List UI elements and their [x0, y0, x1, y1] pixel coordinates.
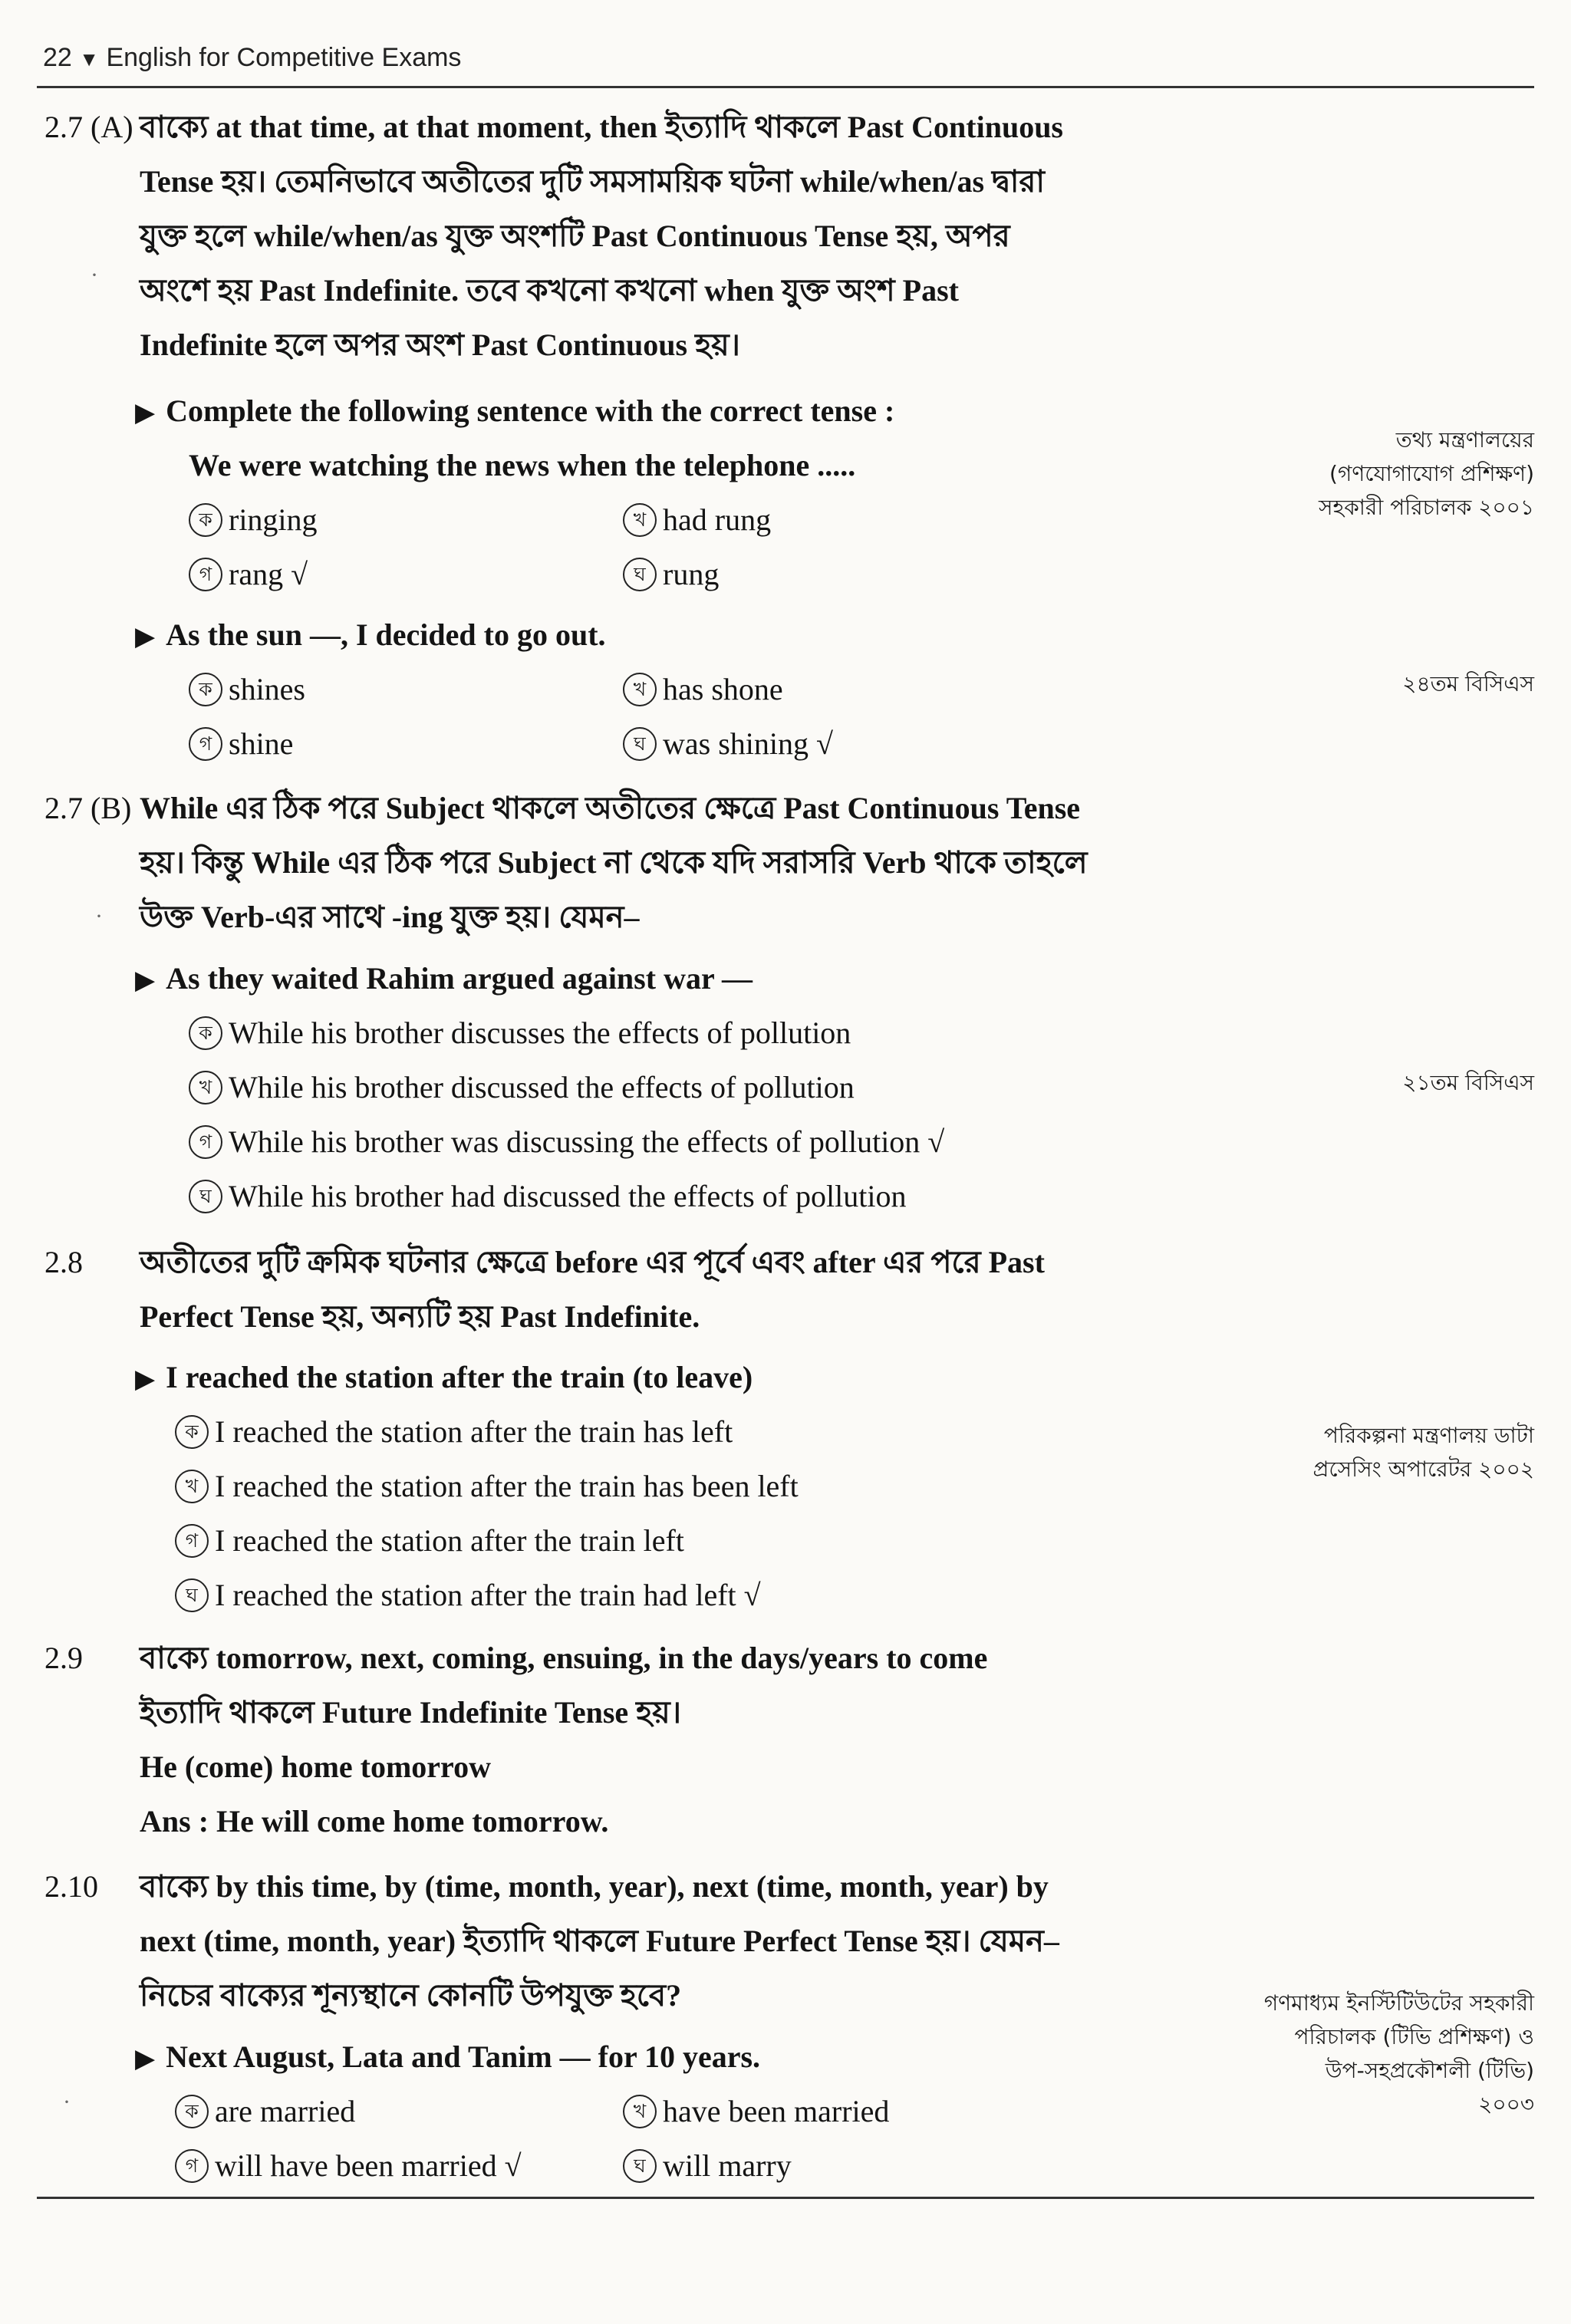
- text-line: যুক্ত হলে while/when/as যুক্ত অংশটি Past Continuous Tense হয়, অপর: [140, 219, 1010, 253]
- footer-rule: [37, 2197, 1534, 2199]
- stray-mark: ·: [91, 262, 98, 288]
- option-b[interactable]: [623, 662, 783, 716]
- section-number: 2.10: [44, 1869, 98, 1904]
- option-a[interactable]: [175, 2084, 355, 2138]
- source-line: ২১তম বিসিএস: [1402, 1070, 1534, 1095]
- option-d[interactable]: [189, 1169, 907, 1223]
- triangle-right-icon: ▶: [135, 966, 156, 995]
- exam-source: [1402, 667, 1534, 701]
- source-line: ২৪তম বিসিএস: [1402, 671, 1534, 696]
- section-2-9: [44, 1631, 1226, 1848]
- question-1: [135, 383, 894, 440]
- question-instruction: Complete the following sentence with the correct tense :: [166, 393, 895, 428]
- option-c[interactable]: [189, 716, 293, 771]
- option-text: ringing: [229, 502, 318, 537]
- option-d[interactable]: [623, 2138, 792, 2193]
- triangle-right-icon: ▶: [135, 2045, 156, 2073]
- option-d[interactable]: [623, 716, 833, 771]
- question-3: [135, 951, 753, 1008]
- option-text: shine: [229, 726, 294, 761]
- option-text: rang √: [229, 557, 308, 591]
- source-line: পরিকল্পনা মন্ত্রণালয় ডাটা: [1323, 1423, 1534, 1448]
- text-line: Tense হয়। তেমনিভাবে অতীতের দুটি সমসাময়িক ঘটনা while/when/as দ্বারা: [140, 164, 1046, 199]
- source-line: গণমাধ্যম ইনস্টিটিউটের সহকারী: [1263, 1990, 1534, 2016]
- option-b[interactable]: [189, 1060, 855, 1114]
- source-line: উপ-সহপ্রকৌশলী (টিভি): [1325, 2058, 1534, 2083]
- section-text: [140, 1631, 1226, 1848]
- section-text-cont: [140, 154, 1226, 372]
- section-2-7b: [44, 781, 1226, 944]
- stray-mark: ·: [63, 2089, 71, 2115]
- option-a[interactable]: [189, 662, 305, 716]
- option-b[interactable]: [623, 492, 771, 547]
- option-text: I reached the station after the train had left √: [215, 1578, 761, 1612]
- option-marker: ক: [189, 1016, 222, 1050]
- text-line: Perfect Tense হয়, অন্যটি হয় Past Indefinite.: [140, 1299, 700, 1334]
- exam-source: [1319, 423, 1534, 525]
- section-number: 2.7 (A): [44, 110, 133, 144]
- option-b[interactable]: [175, 1459, 799, 1513]
- example-sentence: He (come) home tomorrow: [140, 1750, 491, 1784]
- text-line: next (time, month, year) ইত্যাদি থাকলে Future Perfect Tense হয়। যেমন–: [140, 1924, 1059, 1958]
- page-number: 22: [43, 43, 72, 72]
- option-marker: খ: [623, 2095, 657, 2128]
- option-marker: খ: [623, 503, 657, 537]
- question-text: As they waited Rahim argued against war —: [166, 961, 753, 996]
- section-text: [140, 781, 1226, 944]
- option-text: was shining √: [663, 726, 833, 761]
- text-line: উক্ত Verb-এর সাথে -ing যুক্ত হয়। যেমন–: [140, 900, 640, 934]
- exam-source: [1402, 1066, 1534, 1100]
- section-2-8: [44, 1235, 1226, 1344]
- section-text: [140, 1235, 1226, 1344]
- exam-source: [1312, 1419, 1534, 1486]
- option-marker: খ: [189, 1071, 222, 1104]
- triangle-right-icon: ▶: [135, 399, 156, 427]
- option-marker: ঘ: [623, 2149, 657, 2183]
- page-header: [43, 43, 461, 73]
- option-a[interactable]: [175, 1404, 733, 1459]
- option-text: I reached the station after the train has left: [215, 1414, 733, 1449]
- triangle-right-icon: ▶: [135, 1365, 156, 1394]
- text-line: নিচের বাক্যের শূন্যস্থানে কোনটি উপযুক্ত হবে?: [140, 1978, 682, 2013]
- option-text: I reached the station after the train has been left: [215, 1469, 799, 1503]
- sentence-text: We were watching the news when the telephone .....: [189, 448, 856, 482]
- section-2-7a: [44, 100, 1226, 372]
- option-marker: গ: [189, 558, 222, 591]
- section-number: 2.9: [44, 1641, 83, 1675]
- triangle-right-icon: ▶: [135, 623, 156, 651]
- question-text: Next August, Lata and Tanim — for 10 years.: [166, 2039, 761, 2074]
- option-text: rung: [663, 557, 720, 591]
- source-line: ২০০৩: [1478, 2092, 1534, 2117]
- source-line: প্রসেসিং অপারেটর ২০০২: [1312, 1457, 1534, 1482]
- option-marker: ক: [189, 673, 222, 706]
- option-marker: ঘ: [623, 727, 657, 761]
- option-d[interactable]: [175, 1568, 761, 1622]
- option-text: had rung: [663, 502, 772, 537]
- source-line: সহকারী পরিচালক ২০০১: [1318, 495, 1534, 520]
- question-sentence: [189, 438, 855, 492]
- option-marker: ক: [175, 1415, 209, 1449]
- question-2: [135, 607, 606, 664]
- example-answer: Ans : He will come home tomorrow.: [140, 1804, 609, 1838]
- option-marker: গ: [189, 727, 222, 761]
- option-marker: খ: [175, 1470, 209, 1503]
- option-text: have been married: [663, 2094, 890, 2128]
- option-a[interactable]: [189, 492, 318, 547]
- text-line: বাক্যে by this time, by (time, month, year), next (time, month, year) by: [140, 1869, 1049, 1904]
- text-line: ইত্যাদি থাকলে Future Indefinite Tense হয়।: [140, 1695, 682, 1730]
- option-d[interactable]: [623, 547, 719, 601]
- option-c[interactable]: [189, 547, 308, 601]
- option-marker: ঘ: [189, 1180, 222, 1213]
- option-text: While his brother discussed the effects of pollution: [229, 1070, 855, 1104]
- option-marker: ঘ: [623, 558, 657, 591]
- option-marker: খ: [623, 673, 657, 706]
- option-marker: ঘ: [175, 1578, 209, 1612]
- option-marker: ক: [175, 2095, 209, 2128]
- triangle-down-icon: ▼: [79, 48, 100, 71]
- section-number: 2.7 (B): [44, 791, 132, 825]
- text-line: হয়। কিন্তু While এর ঠিক পরে Subject না থেকে যদি সরাসরি Verb থাকে তাহলে: [140, 845, 1088, 880]
- book-title: English for Competitive Exams: [106, 43, 462, 72]
- option-text: I reached the station after the train left: [215, 1523, 684, 1558]
- section-number: 2.8: [44, 1245, 83, 1279]
- section-text: [140, 1859, 1226, 2023]
- text-line: অতীতের দুটি ক্রমিক ঘটনার ক্ষেত্রে before এর পূর্বে এবং after এর পরে Past: [140, 1245, 1045, 1279]
- option-c[interactable]: [189, 1114, 944, 1169]
- text-line: বাক্যে tomorrow, next, coming, ensuing, in the days/years to come: [140, 1641, 988, 1675]
- option-text: has shone: [663, 672, 783, 706]
- option-marker: গ: [175, 1524, 209, 1558]
- option-text: are married: [215, 2094, 356, 2128]
- option-a[interactable]: [189, 1006, 851, 1060]
- option-marker: গ: [175, 2149, 209, 2183]
- option-c[interactable]: [175, 2138, 522, 2193]
- source-line: (গণযোগাযোগ প্রশিক্ষণ): [1329, 461, 1534, 486]
- option-text: While his brother had discussed the effects of pollution: [229, 1179, 907, 1213]
- exam-source: [1264, 1987, 1534, 2122]
- stray-mark: ·: [95, 904, 103, 929]
- question-text: I reached the station after the train (to leave): [166, 1360, 753, 1394]
- text-line: While এর ঠিক পরে Subject থাকলে অতীতের ক্ষেত্রে Past Continuous Tense: [140, 791, 1081, 825]
- question-5: [135, 2029, 760, 2086]
- source-line: তথ্য মন্ত্রণালয়ের: [1395, 427, 1534, 453]
- header-rule: [37, 86, 1534, 88]
- option-text: will marry: [663, 2148, 792, 2183]
- option-text: While his brother discusses the effects of pollution: [229, 1016, 851, 1050]
- section-2-10: [44, 1859, 1226, 2023]
- text-line: Indefinite হলে অপর অংশ Past Continuous হয়।: [140, 328, 740, 362]
- question-4: [135, 1350, 753, 1407]
- question-text: As the sun —, I decided to go out.: [166, 617, 606, 652]
- option-b[interactable]: [623, 2084, 889, 2138]
- option-text: While his brother was discussing the effects of pollution √: [229, 1124, 945, 1159]
- option-text: will have been married √: [215, 2148, 522, 2183]
- section-text: [140, 100, 1226, 154]
- source-line: পরিচালক (টিভি প্রশিক্ষণ) ও: [1294, 2024, 1534, 2049]
- option-text: shines: [229, 672, 305, 706]
- option-marker: ক: [189, 503, 222, 537]
- text-line: বাক্যে at that time, at that moment, then ইত্যাদি থাকলে Past Continuous: [140, 110, 1064, 144]
- option-c[interactable]: [175, 1513, 684, 1568]
- text-line: অংশে হয় Past Indefinite. তবে কখনো কখনো when যুক্ত অংশ Past: [140, 273, 960, 308]
- option-marker: গ: [189, 1125, 222, 1159]
